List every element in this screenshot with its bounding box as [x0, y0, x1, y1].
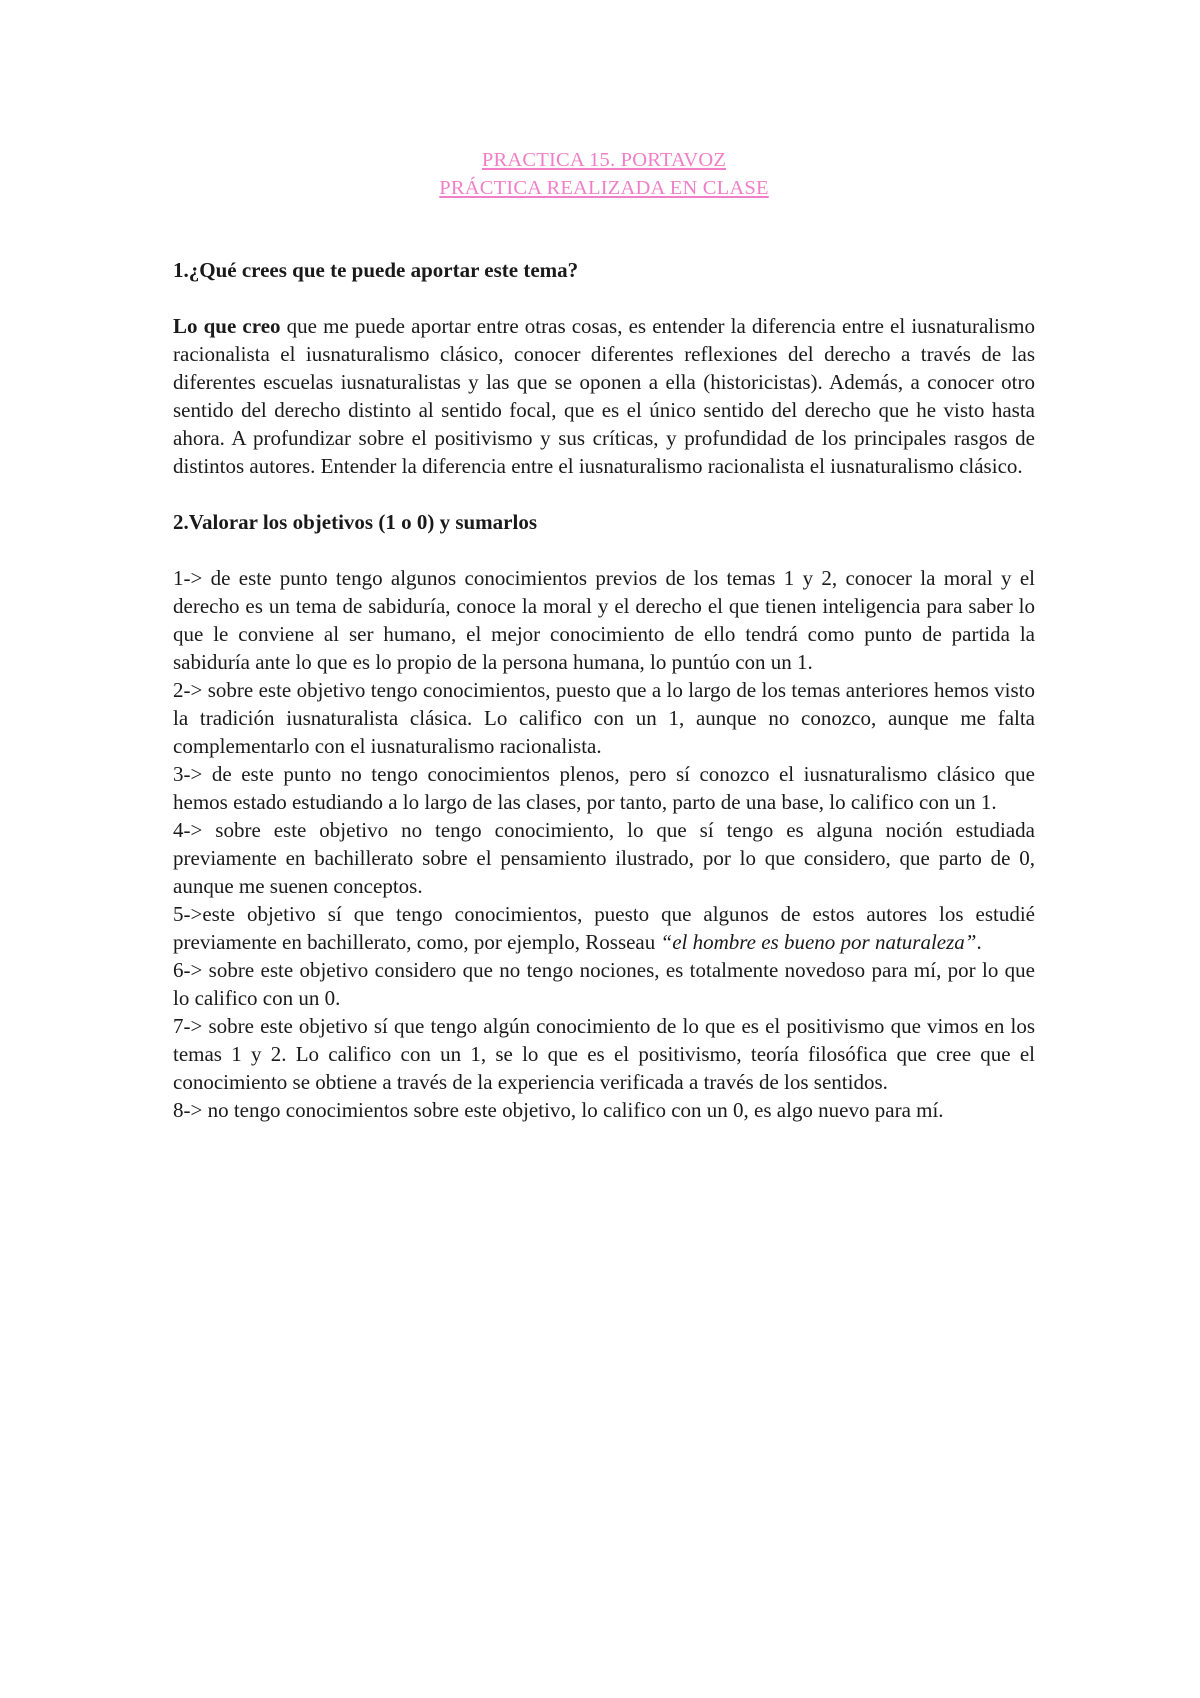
- objective-item-2: 2-> sobre este objetivo tengo conocimientos, puesto que a lo largo de los temas anteriores hemos visto la tradición iusnaturalista clásica. Lo califico con un 1, aunque no conozco, aunque me falta complementarlo con el iusnaturalismo racionalista.: [173, 678, 1035, 758]
- section-1-lead: Lo que creo: [173, 314, 281, 338]
- objective-item-8: 8-> no tengo conocimientos sobre este objetivo, lo califico con un 0, es algo nuevo para mí.: [173, 1098, 944, 1122]
- title-line-1: PRACTICA 15. PORTAVOZ: [481, 149, 727, 171]
- objective-item-5: [173, 900, 1035, 956]
- objective-item-1: 1-> de este punto tengo algunos conocimientos previos de los temas 1 y 2, conocer la moral y el derecho es un tema de sabiduría, conoce la moral y el derecho el que tienen inteligencia para saber lo que le conviene al ser humano, el mejor conocimiento de ello tendrá como punto de partida la sabiduría ante lo que es lo propio de la persona humana, lo puntúo con un 1.: [173, 566, 1035, 674]
- objective-item-5-text: 5->este objetivo sí que tengo conocimientos, puesto que algunos de estos autores los estudié previamente en bachillerato, como, por ejemplo, Rosseau: [173, 902, 1035, 954]
- objective-item-5-end: .: [976, 930, 982, 954]
- section-2-heading: 2.Valorar los objetivos (1 o 0) y sumarlos: [173, 510, 537, 534]
- section-1-heading: 1.¿Qué crees que te puede aportar este tema?: [173, 258, 579, 282]
- title-line-2: PRÁCTICA REALIZADA EN CLASE: [439, 177, 769, 199]
- objective-item-3: 3-> de este punto no tengo conocimientos plenos, pero sí conozco el iusnaturalismo clásico que hemos estado estudiando a lo largo de las clases, por tanto, parto de una base, lo califico con un 1.: [173, 762, 1035, 814]
- section-1-body: que me puede aportar entre otras cosas, es entender la diferencia entre el iusnaturalismo racionalista el iusnaturalismo clásico, conocer diferentes reflexiones del derecho a través de las diferentes escuelas iusnaturalistas y las que se oponen a ella (historicistas). Además, a conocer otro sentido del derecho distinto al sentido focal, que es el único sentido del derecho que he visto hasta ahora. A profundizar sobre el positivismo y sus críticas, y profundidad de los principales rasgos de distintos autores. Entender la diferencia entre el iusnaturalismo racionalista el iusnaturalismo clásico.: [173, 314, 1035, 478]
- objective-item-6: 6-> sobre este objetivo considero que no tengo nociones, es totalmente novedoso para mí, por lo que lo califico con un 0.: [173, 958, 1035, 1010]
- objective-item-4: 4-> sobre este objetivo no tengo conocimiento, lo que sí tengo es alguna noción estudiada previamente en bachillerato sobre el pensamiento ilustrado, por lo que considero, que parto de 0, aunque me suenen conceptos.: [173, 818, 1035, 898]
- objective-item-5-quote: “el hombre es bueno por naturaleza”: [660, 930, 977, 954]
- document-title: [173, 146, 1035, 202]
- objectives-list: [173, 564, 1035, 1124]
- document-content: [173, 146, 1035, 1124]
- section-1-paragraph: [173, 312, 1035, 480]
- objective-item-7: 7-> sobre este objetivo sí que tengo algún conocimiento de lo que es el positivismo que vimos en los temas 1 y 2. Lo califico con un 1, se lo que es el positivismo, teoría filosófica que cree que el conocimiento se obtiene a través de la experiencia verificada a través de los sentidos.: [173, 1014, 1035, 1094]
